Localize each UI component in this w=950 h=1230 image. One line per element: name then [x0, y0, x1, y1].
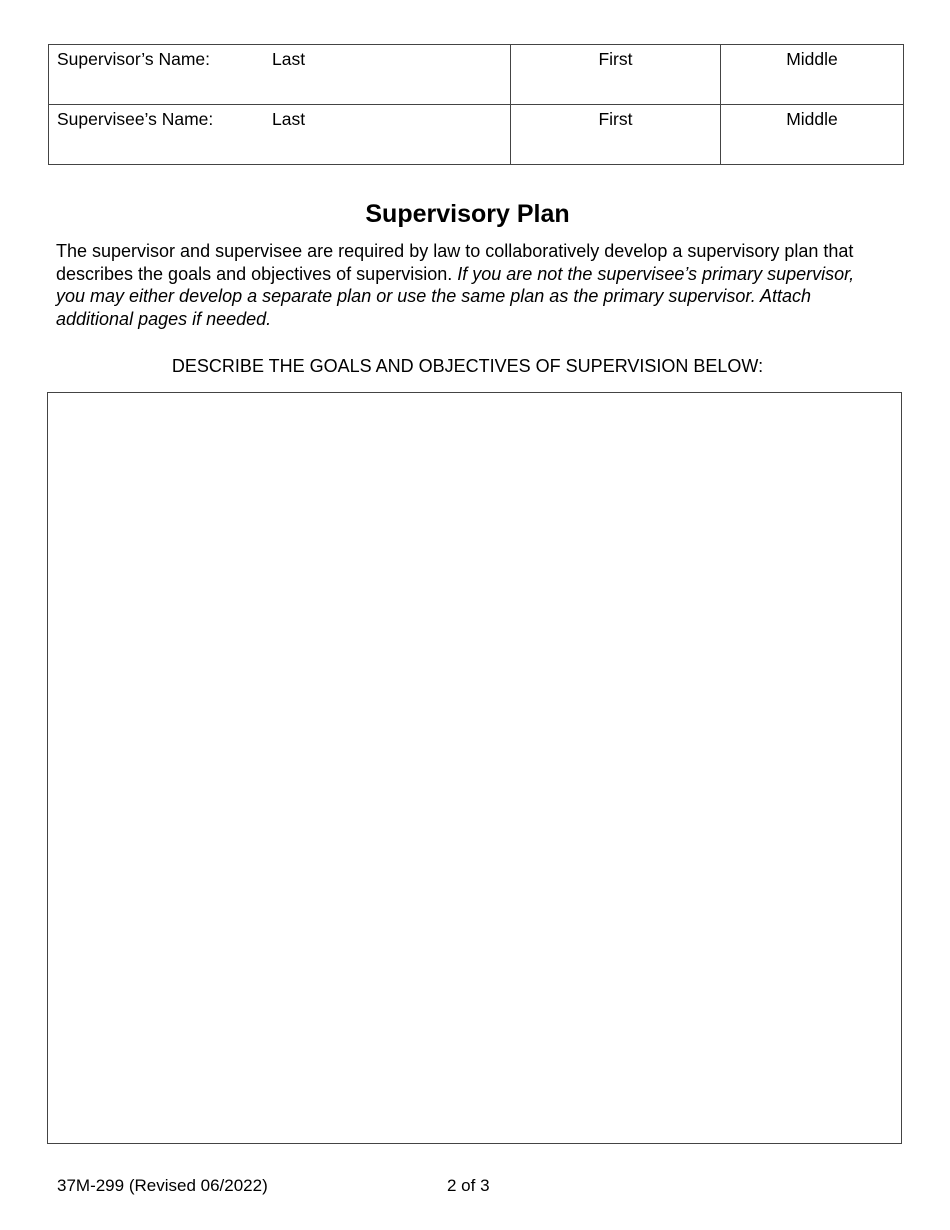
supervisee-name-label: Supervisee’s Name: [57, 109, 214, 129]
middle-label: Middle [786, 49, 838, 69]
supervisor-last-name-field[interactable] [49, 45, 511, 105]
intro-italic-text: If you are not the supervisee’s primary supervisor, you may either develop a separate plan or use the same plan as the primary supervisor. Attach additional pages if needed. [56, 263, 855, 329]
supervisee-last-name-field[interactable] [49, 105, 511, 165]
supervisor-name-label: Supervisor’s Name: [57, 49, 211, 69]
names-table [48, 44, 904, 165]
goals-instruction: DESCRIBE THE GOALS AND OBJECTIVES OF SUPERVISION BELOW: [171, 356, 764, 376]
last-label: Last [272, 49, 306, 69]
supervisor-middle-name-field[interactable] [721, 45, 904, 105]
form-number: 37M-299 (Revised 06/2022) [57, 1176, 268, 1195]
supervisee-first-name-field[interactable] [511, 105, 721, 165]
first-label: First [598, 109, 633, 129]
supervisee-name-row [49, 105, 904, 165]
middle-label: Middle [786, 109, 838, 129]
supervisor-first-name-field[interactable] [511, 45, 721, 105]
page-title: Supervisory Plan [365, 200, 570, 228]
first-label: First [598, 49, 633, 69]
page-number: 2 of 3 [447, 1176, 490, 1195]
supervisor-name-row [49, 45, 904, 105]
goals-objectives-field[interactable] [47, 392, 902, 1144]
intro-paragraph [56, 240, 856, 330]
supervisee-middle-name-field[interactable] [721, 105, 904, 165]
last-label: Last [272, 109, 306, 129]
intro-text: The supervisor and supervisee are required by law to collaboratively develop a supervisory plan that describes the goals and objectives of supervision. [56, 241, 854, 284]
